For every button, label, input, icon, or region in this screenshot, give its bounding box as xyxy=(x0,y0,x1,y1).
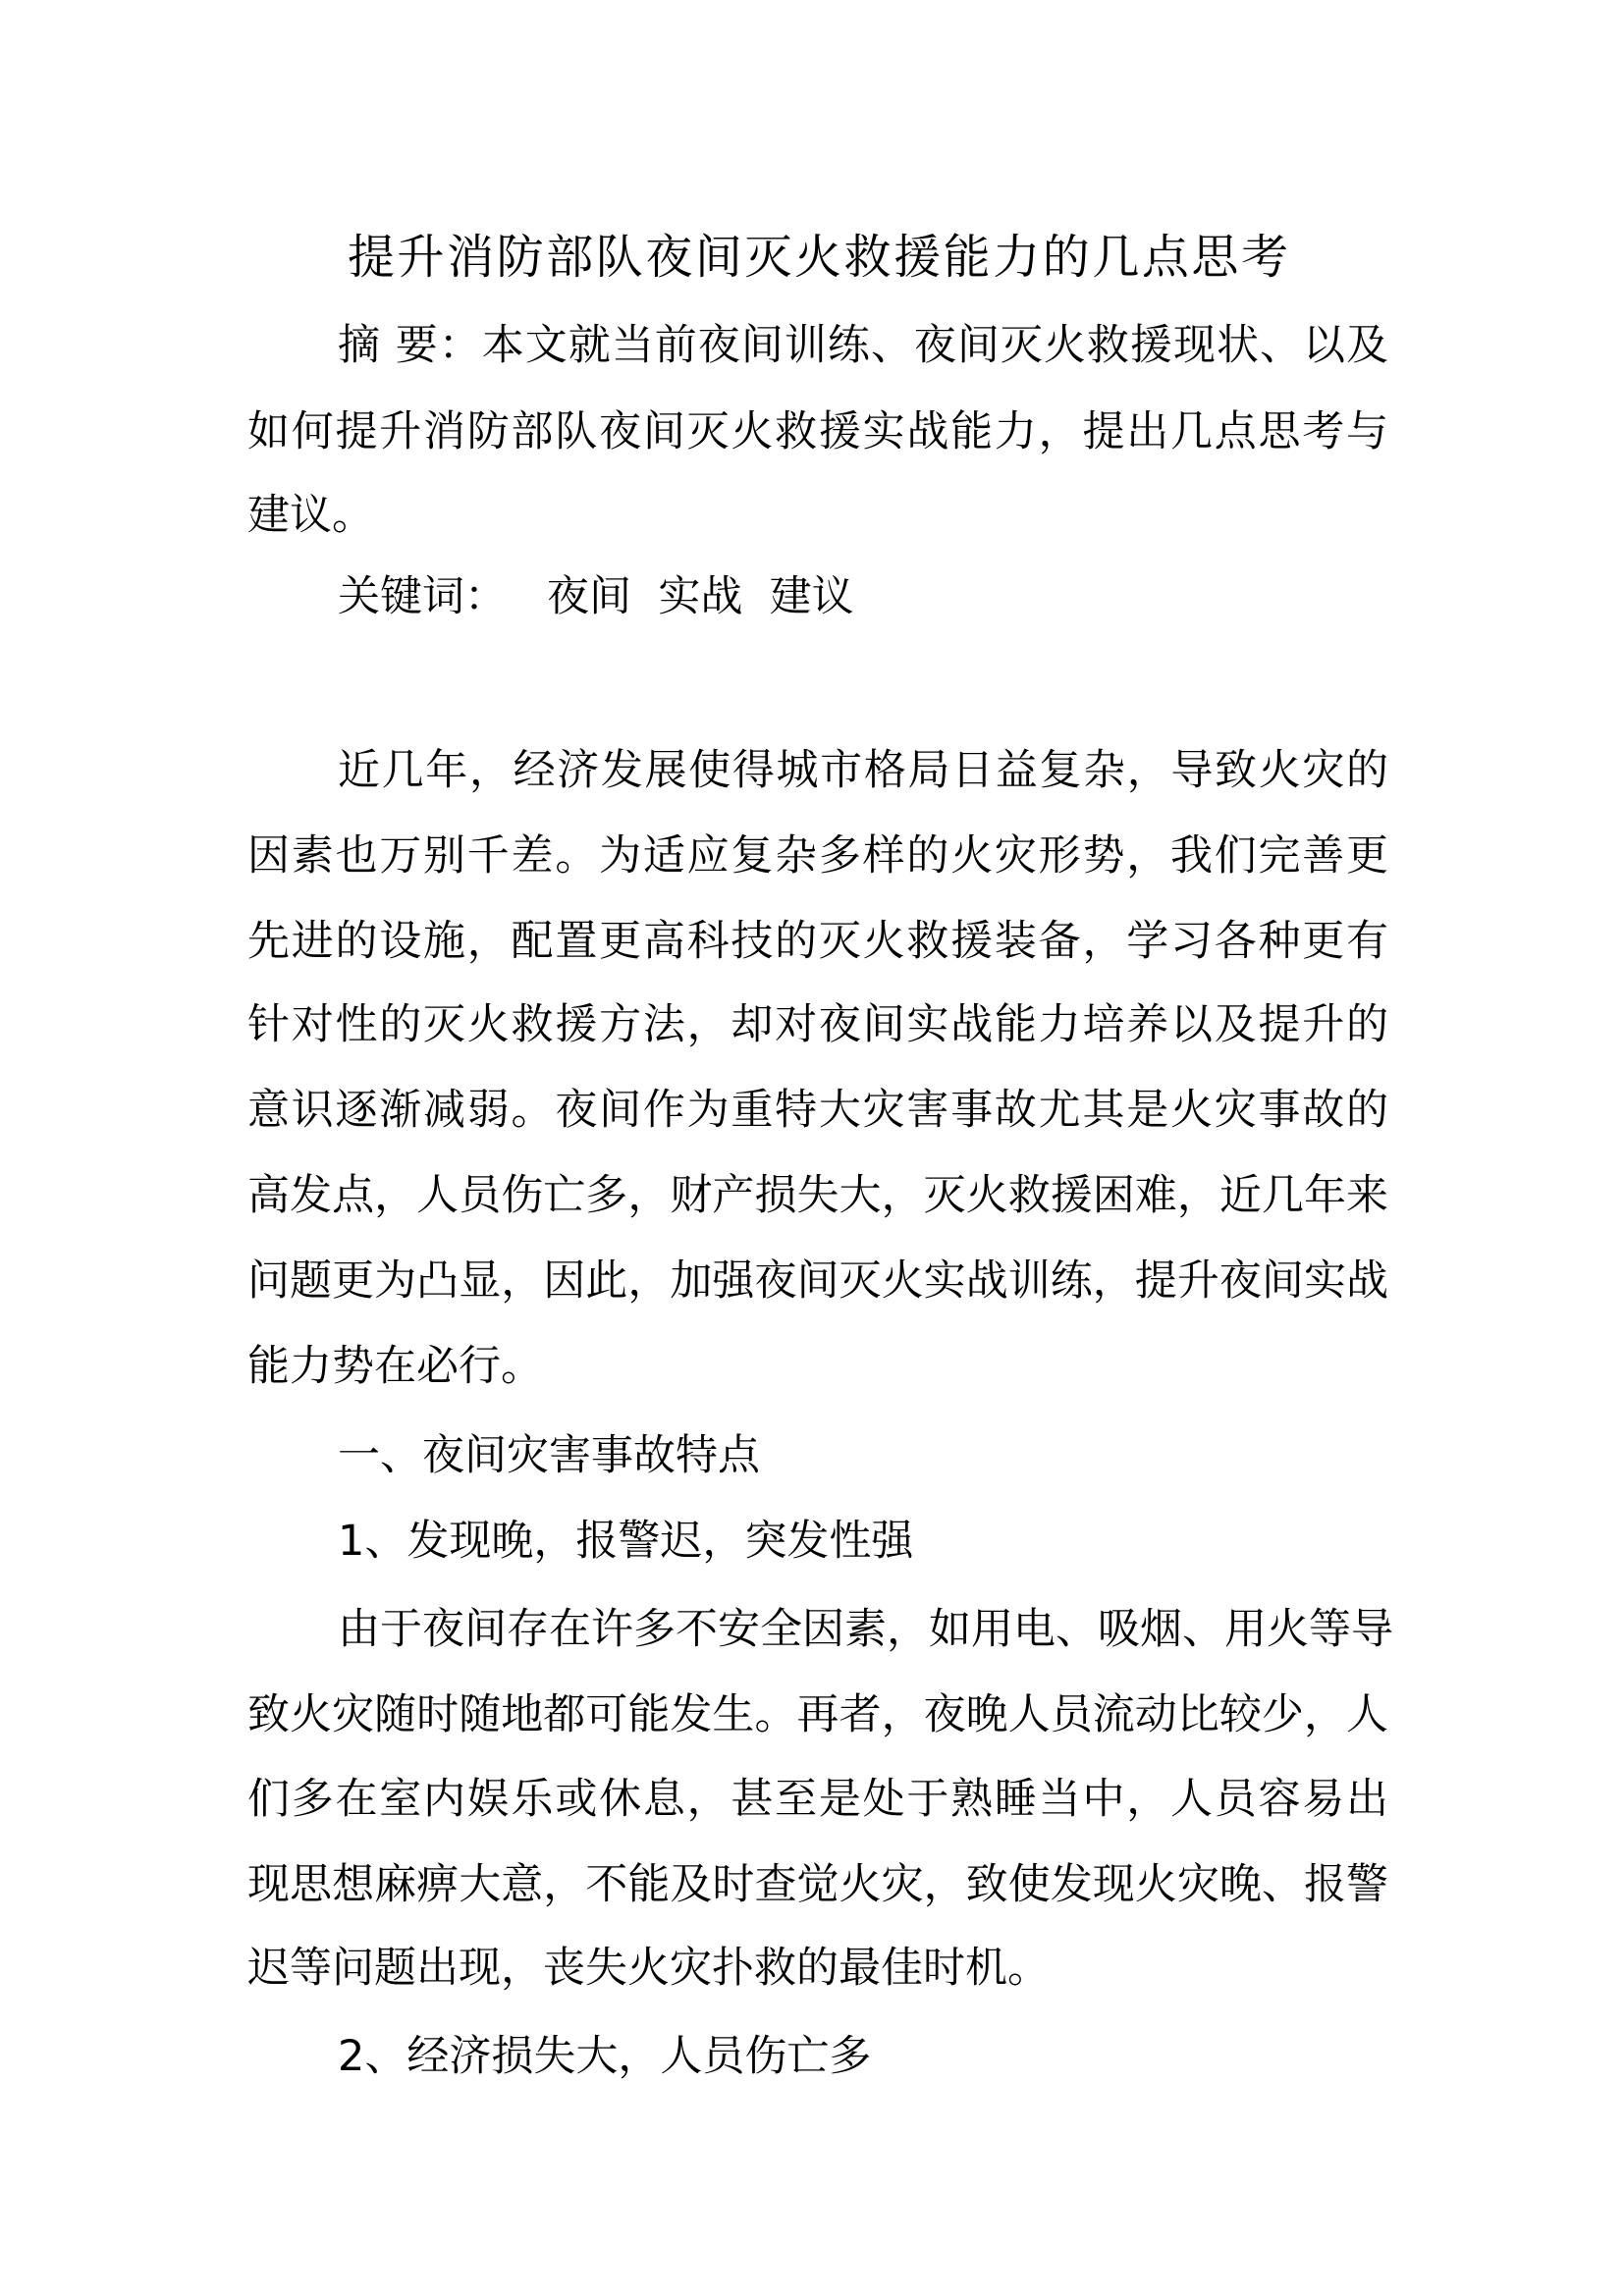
intro-line: 先进的设施，配置更高科技的灭火救援装备，学习各种更有 xyxy=(247,917,1388,966)
intro-line: 针对性的灭火救援方法，却对夜间实战能力培养以及提升的 xyxy=(247,1000,1388,1049)
subsection-heading: 1、发现晚，报警迟，突发性强 xyxy=(338,1517,914,1566)
intro-line: 近几年，经济发展使得城市格局日益复杂，导致火灾的 xyxy=(338,746,1388,795)
abstract-line: 摘 要：本文就当前夜间训练、夜间灭火救援现状、以及 xyxy=(338,321,1388,370)
body-line: 现思想麻痹大意，不能及时查觉火灾，致使发现火灾晚、报警 xyxy=(247,1860,1388,1909)
abstract-line: 如何提升消防部队夜间灭火救援实战能力，提出几点思考与 xyxy=(247,407,1388,456)
intro-line: 意识逐渐减弱。夜间作为重特大灾害事故尤其是火灾事故的 xyxy=(247,1086,1388,1135)
intro-line: 高发点，人员伤亡多，财产损失大，灭火救援困难，近几年来 xyxy=(247,1171,1388,1220)
document-title: 提升消防部队夜间灭火救援能力的几点思考 xyxy=(348,230,1288,285)
body-line: 迟等问题出现，丧失火灾扑救的最佳时机。 xyxy=(247,1944,1050,1993)
intro-line: 因素也万别千差。为适应复杂多样的火灾形势，我们完善更 xyxy=(247,831,1388,881)
section-heading: 一、夜间灾害事故特点 xyxy=(338,1431,760,1480)
abstract-line: 建议。 xyxy=(247,491,374,540)
intro-line: 问题更为凸显，因此，加强夜间灭火实战训练，提升夜间实战 xyxy=(247,1256,1388,1306)
keywords: 关键词： 夜间 实战 建议 xyxy=(338,572,854,621)
subsection-heading: 2、经济损失大，人员伤亡多 xyxy=(338,2032,872,2081)
body-line: 们多在室内娱乐或休息，甚至是处于熟睡当中，人员容易出 xyxy=(247,1775,1388,1824)
body-line: 致火灾随时随地都可能发生。再者，夜晚人员流动比较少，人 xyxy=(247,1690,1388,1739)
body-line: 由于夜间存在许多不安全因素，如用电、吸烟、用火等导 xyxy=(338,1605,1393,1654)
intro-line: 能力势在必行。 xyxy=(247,1342,543,1391)
